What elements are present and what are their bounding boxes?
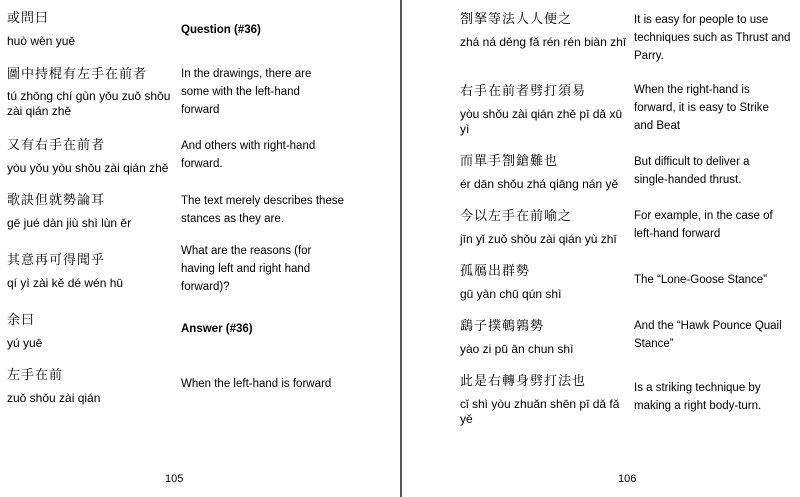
verse-entry (460, 83, 630, 137)
verse-entry (460, 208, 630, 247)
translation-text: And others with right-hand forward. (181, 140, 316, 170)
pinyin-text: yú yuē (7, 336, 43, 350)
pinyin-text: huò wèn yuē (7, 34, 76, 48)
chinese-text: 此是右轉身劈打法也 (460, 374, 587, 389)
chinese-text: 左手在前 (7, 368, 64, 383)
pinyin-text: yào zi pū ān chun shì (460, 342, 574, 356)
chinese-text: 右手在前者劈打須易 (460, 84, 587, 99)
verse-entry (7, 10, 177, 49)
pinyin-text: ér dān shǒu zhá qiāng nán yě (460, 177, 619, 191)
pinyin-text: cǐ shì yòu zhuǎn shēn pī dǎ fǎ yě (460, 397, 620, 426)
verse-entry (7, 137, 177, 176)
translation-text: But difficult to deliver a single-handed thrust. (634, 156, 750, 186)
translation-text: The “Lone-Goose Stance” (634, 274, 767, 286)
pinyin-text: yòu yǒu yòu shǒu zài qián zhě (7, 161, 169, 175)
verse-entry (7, 192, 177, 231)
translation-text: Is a striking technique by making a right body-turn. (634, 382, 762, 412)
translation-text: Answer (#36) (181, 323, 253, 335)
verse-entry (460, 318, 630, 357)
chinese-text: 今以左手在前喻之 (460, 209, 573, 224)
chinese-text: 或問曰 (7, 11, 50, 26)
chinese-text: 歌訣但就勢論耳 (7, 193, 106, 208)
translation-text: It is easy for people to use techniques such as Thrust and Parry. (634, 14, 791, 62)
chinese-text: 又有右手在前者 (7, 138, 106, 153)
page-number: 105 (165, 473, 184, 485)
verse-entry (7, 312, 177, 351)
chinese-text: 其意再可得聞乎 (7, 253, 106, 268)
verse-entry (460, 153, 630, 192)
verse-entry (7, 367, 177, 406)
translation-text: The text merely describes these stances as they are. (181, 195, 344, 225)
pinyin-text: qí yì zài kě dé wén hū (7, 276, 124, 290)
translation-text: When the left-hand is forward (181, 378, 332, 390)
pinyin-text: tú zhōng chí gùn yǒu zuǒ shǒu zài qián zhě (7, 89, 171, 118)
pinyin-text: gū yàn chū qún shì (460, 287, 562, 301)
pinyin-text: yòu shǒu zài qián zhě pī dǎ xū yì (460, 107, 623, 136)
translation-text: For example, in the case of left-hand forward (634, 210, 773, 240)
verse-entry (7, 252, 177, 291)
pinyin-text: gē jué dàn jiù shì lùn ěr (7, 216, 132, 230)
chinese-text: 而單手劄鎗難也 (460, 154, 559, 169)
translation-text: Question (#36) (181, 24, 261, 36)
verse-entry (460, 11, 630, 50)
pinyin-text: zhá ná děng fǎ rén rén biàn zhī (460, 35, 627, 49)
chinese-text: 劄拏等法人人便之 (460, 12, 573, 27)
translation-text: When the right-hand is forward, it is easy to Strike and Beat (634, 84, 769, 132)
translation-text: In the drawings, there are some with the left-hand forward (181, 68, 312, 116)
verse-entry (460, 263, 630, 302)
verse-entry (460, 373, 630, 427)
chinese-text: 鷂子撲鵪鶉勢 (460, 319, 545, 334)
page-number: 106 (618, 473, 637, 485)
verse-entry (7, 66, 177, 119)
translation-text: And the “Hawk Pounce Quail Stance” (634, 320, 782, 350)
right-page (402, 0, 800, 497)
pinyin-text: jīn yǐ zuǒ shǒu zài qián yù zhī (460, 232, 617, 246)
chinese-text: 孤鴈出群勢 (460, 264, 531, 279)
translation-text: What are the reasons (for having left and right hand forward)? (181, 245, 312, 293)
chinese-text: 余曰 (7, 313, 36, 328)
chinese-text: 圖中持棍有左手在前者 (7, 67, 148, 82)
pinyin-text: zuǒ shǒu zài qián (7, 391, 101, 405)
